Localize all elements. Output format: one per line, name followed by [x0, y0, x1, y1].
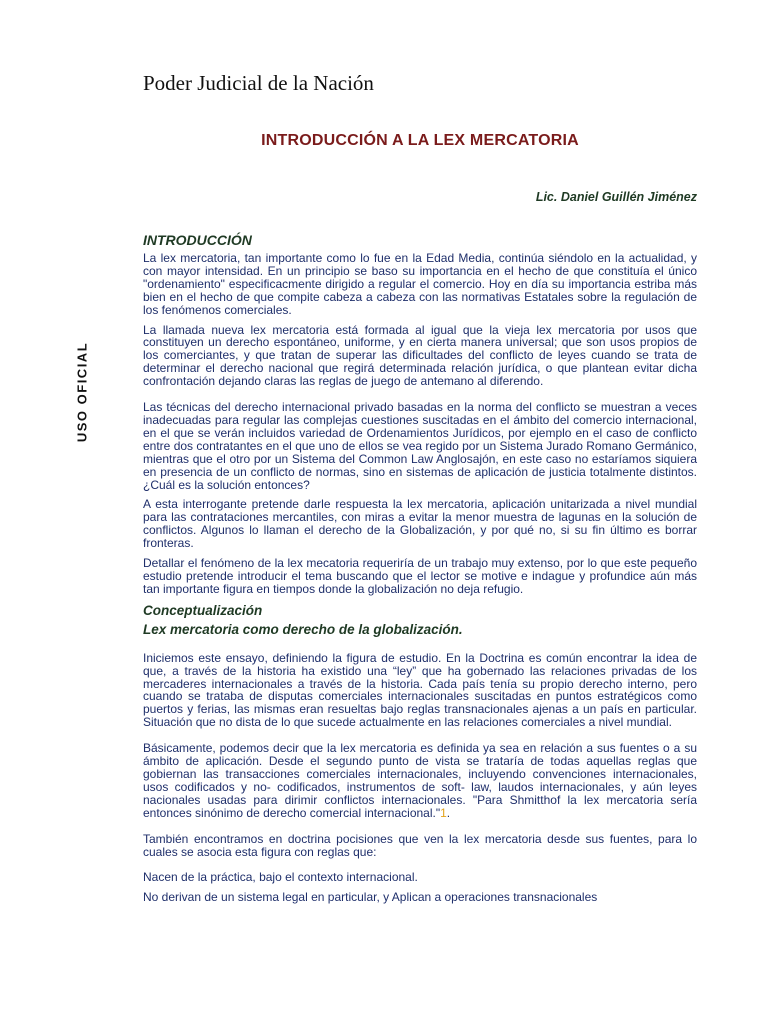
paragraph	[143, 742, 697, 819]
section-heading-conceptualizacion: Conceptualización	[143, 602, 263, 618]
section-heading-introduccion: INTRODUCCIÓN	[143, 232, 252, 248]
paragraph: También encontramos en doctrina pocisiones que ven la lex mercatoria desde sus fuentes, para lo cuales se asocia esta figura con reglas que:	[143, 831, 697, 859]
document-title: INTRODUCCIÓN A LA LEX MERCATORIA	[261, 132, 579, 149]
paragraph: No derivan de un sistema legal en particular, y Aplican a operaciones transnacionales	[143, 890, 598, 905]
paragraph: A esta interrogante pretende darle respuesta la lex mercatoria, aplicación unitarizada a nivel mundial para las contrataciones mercantiles, con miras a evitar la menor muestra de lagunas en la solución de conflictos. Algunos lo llaman el derecho de la Globalización, y por qué no, si su fin último es borrar fronteras.	[143, 497, 697, 551]
document-body	[143, 232, 697, 911]
paragraph: Las técnicas del derecho internacional privado basadas en la norma del conflicto se muestran a veces inadecuadas para regular las complejas cuestiones suscitadas en el ámbito del comercio internacional, en el que se verán incluidos variedad de Ordenamientos Jurídicos, por ejemplo en el caso de conflicto entre dos contratantes en el que uno de ellos se vea regido por un Sistema Jurado Romano Germánico, mientras que el otro por un Sistema del Common Law Anglosajón, en este caso no estaríamos siquiera en presencia de un conflicto de normas, sino en sistemas de aplicación de justicia totalmente distintos. ¿Cuál es la solución entonces?	[143, 400, 697, 492]
paragraph: La lex mercatoria, tan importante como lo fue en la Edad Media, continúa siéndolo en la actualidad, y con mayor intensidad. En un principio se baso su importancia en el hecho de que constituía el único "ordenamiento" especificacmente dirigido a regular el comercio. Hoy en día su importancia estriba más bien en el hecho de que compite cabeza a cabeza con las normativas Estatales sobre la regulación de los fenómenos comerciales.	[143, 251, 697, 317]
paragraph: La llamada nueva lex mercatoria está formada al igual que la vieja lex mercatoria por usos que constituyen un derecho espontáneo, uniforme, y en cierta manera universal; que son usos propios de los comerciantes, y que tratan de superar las dificultades del conflicto de leyes cuando se trata de determinar el derecho nacional que regirá determinada relación jurídica, o que plantean evitar dicha confrontación dejando claras las reglas de juego de antemano al diferendo.	[143, 322, 697, 389]
footnote-link[interactable]: 1	[440, 805, 447, 820]
paragraph: Detallar el fenómeno de la lex mecatoria requeriría de un trabajo muy extenso, por lo que este pequeño estudio pretende introducir el tema buscando que el lector se motive e indague y profundice aún más tan importante figura en tiempos donde la globalización no deja refugio.	[143, 556, 697, 596]
paragraph-text: Básicamente, podemos decir que la lex mercatoria es definida ya sea en relación a sus fuentes o a su ámbito de aplicación. Desde el segundo punto de vista se trataría de todas aquellas reglas que gobiernan las transacciones comerciales internacionales, incluyendo convenciones internacionales, usos codificados y no- codificados, instrumentos de soft- law, laudos internacionales, y aún leyes nacionales usadas para dirimir conflictos internacionales. "Para Shmitthof la lex mercatoria sería entonces sinónimo de derecho comercial internacional."	[143, 741, 697, 820]
paragraph: Iniciemos este ensayo, definiendo la figura de estudio. En la Doctrina es común encontrar la idea de que, a través de la historia ha existido una “ley” que ha gobernado las relaciones privadas de los mercaderes internacionales a través de la historia. Cada país tenía su propio derecho interno, pero cuando se trataba de disputas comerciales internacionales suscitadas en puntos estratégicos como puertos y ferias, las mismas eran resueltas bajo reglas transnacionales ajenas a un país en particular. Situación que no dista de lo que sucede actualmente en las relaciones comerciales a nivel mundial.	[143, 650, 697, 730]
side-label: USO OFICIAL	[74, 341, 90, 443]
paragraph: Nacen de la práctica, bajo el contexto internacional.	[143, 870, 418, 885]
header-org: Poder Judicial de la Nación	[143, 71, 374, 95]
paragraph-end: .	[446, 805, 451, 820]
section-subheading: Lex mercatoria como derecho de la globalización.	[143, 621, 463, 637]
author-name: Lic. Daniel Guillén Jiménez	[535, 190, 697, 204]
